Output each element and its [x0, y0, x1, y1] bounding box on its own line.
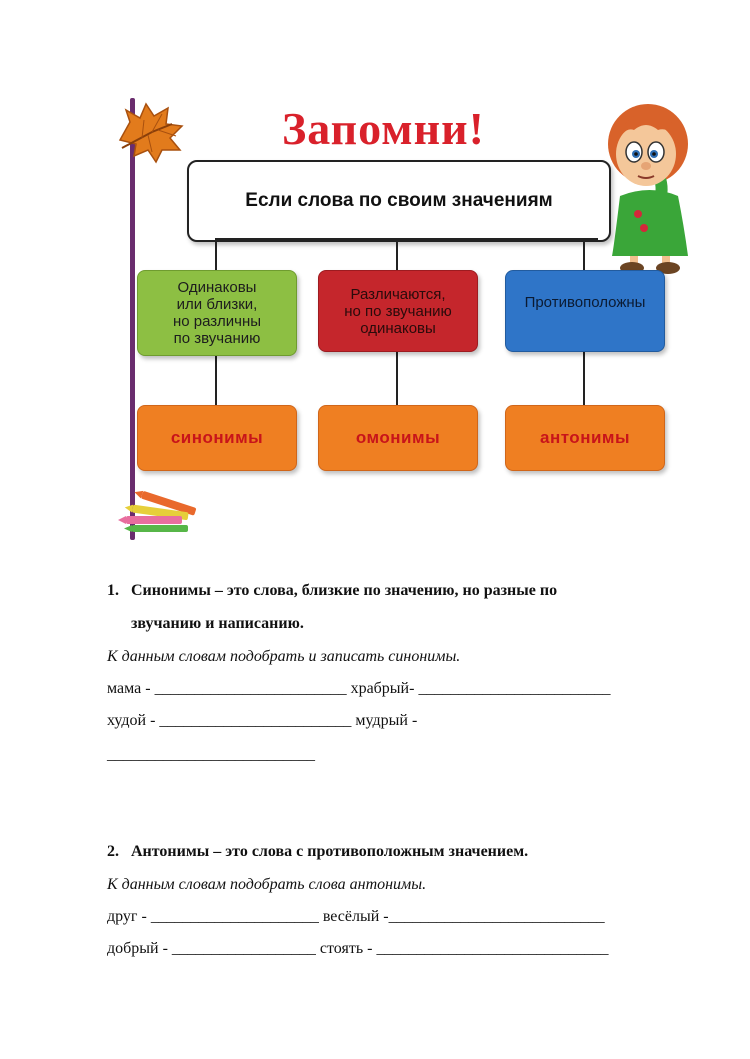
connector-to-blue: [583, 238, 585, 270]
poster-title: Запомни!: [282, 103, 485, 154]
task-2-row-1: друг - _____________________ весёлый -___________________________: [107, 908, 605, 925]
connector-red-term: [396, 350, 398, 405]
condition-line: Одинаковы: [177, 279, 257, 296]
condition-line: Различаются,: [350, 285, 446, 303]
cartoon-girl-icon: [600, 96, 700, 276]
task-number: 2.: [107, 843, 119, 860]
autumn-leaf-icon: [112, 100, 188, 166]
term-box-synonyms: [137, 405, 297, 471]
term-box-antonyms: [505, 405, 665, 471]
term-label: антонимы: [539, 428, 631, 447]
term-label: омонимы: [355, 428, 441, 447]
definition-text: Антонимы – это слова с противоположным значением.: [131, 843, 529, 860]
connector-green-term: [215, 354, 217, 405]
poster-header-box: [187, 160, 611, 242]
connector-to-green: [215, 238, 217, 270]
task-1-instruction: К данным словам подобрать и записать синонимы.: [107, 648, 461, 665]
term-label: синонимы: [170, 428, 264, 447]
task-2-definition: [107, 843, 528, 861]
condition-line: одинаковы: [360, 319, 436, 337]
task-2-instruction: К данным словам подобрать слова антонимы.: [107, 876, 427, 893]
condition-box-homonyms: [318, 270, 478, 352]
connector-horizontal: [216, 238, 598, 240]
task-1-row-2: худой - ________________________ мудрый -: [107, 712, 418, 729]
task-2-row-2: добрый - __________________ стоять - _____________________________: [107, 940, 609, 957]
task-1-definition-cont: звучанию и написанию.: [131, 615, 304, 632]
poster-header-text: Если слова по своим значениям: [245, 190, 553, 211]
connector-blue-term: [583, 350, 585, 405]
task-number: 1.: [107, 582, 119, 599]
condition-line: или близки,: [176, 296, 258, 313]
condition-line: по звучанию: [173, 330, 261, 347]
condition-line: но различны: [172, 313, 262, 330]
task-1-definition: [107, 582, 557, 600]
term-box-homonyms: [318, 405, 478, 471]
definition-text: Синонимы – это слова, близкие по значению, но разные по: [131, 582, 558, 599]
condition-box-antonyms: [505, 270, 665, 352]
condition-line: Противоположны: [524, 293, 646, 311]
condition-line: но по звучанию: [344, 302, 452, 320]
condition-box-synonyms: [137, 270, 297, 356]
task-1-row-1: мама - ________________________ храбрый- ________________________: [107, 680, 611, 697]
task-1-row-3: __________________________: [107, 746, 315, 763]
crayons-icon: [112, 490, 202, 536]
connector-to-red: [396, 238, 398, 270]
